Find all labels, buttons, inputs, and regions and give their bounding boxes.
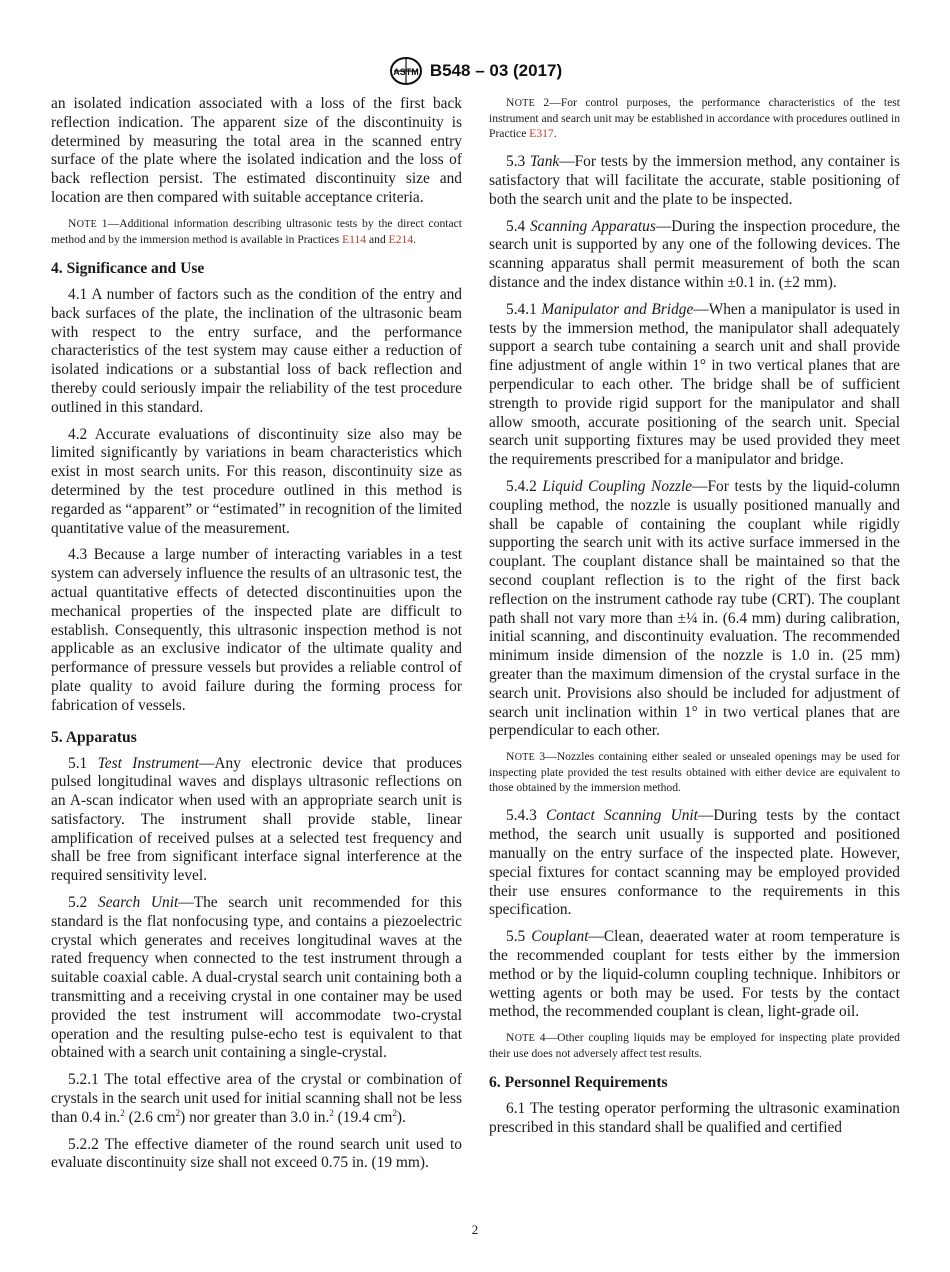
paragraph-5-2-2: 5.2.2 The effective diameter of the round search unit used to evaluate discontinuity size shall not exceed 0.75 in. (19 mm). [51,1135,462,1172]
paragraph-6-1: 6.1 The testing operator performing the ultrasonic examination prescribed in this standard shall be qualified and certified [489,1100,900,1137]
paragraph-5-4: 5.4 Scanning Apparatus—During the inspection procedure, the search unit is supported by any one of the following devices. The scanning apparatus shall permit measurement of both the scan distance and the index distance within ±0.1 in. (±2 mm). [489,217,900,292]
paragraph-continued: an isolated indication associated with a loss of the first back reflection indication. The apparent size of the discontinuity is determined by measuring the total area in the scanned entry surface of the plate where the isolated indication and the loss of back reflection persist. The estimated discontinuity size and location are then compared with suitable acceptance criteria. [51,95,462,206]
paragraph-4-3: 4.3 Because a large number of interacting variables in a test system can adversely influence the results of an ultrasonic test, the actual quantitative effects of detected discontinuities upon the mechanical properties of the inspected plate are difficult to establish. Consequently, this ultrasonic inspection method is not applicable as an exclusive indicator of the ultimate quality and performance of pressure vessels but provides a reliable control of plate quality to avoid failure during the forming process for fabrication of vessels. [51,546,462,714]
paragraph-5-1: 5.1 Test Instrument—Any electronic device that produces pulsed longitudinal waves and displays ultrasonic reflections on an A-scan indicator when used with an appropriate search unit is satisfactory. The instrument shall provide stable, linear amplification of received pulses at a selected test frequency and shall be free from significant interface signal interference at the required sensitivity level. [51,754,462,885]
section-5-heading: 5. Apparatus [51,728,137,746]
link-e114[interactable]: E114 [342,232,367,246]
link-e214[interactable]: E214 [388,232,414,246]
paragraph-5-3: 5.3 Tank—For tests by the immersion method, any container is satisfactory that will facilitate the accurate, stable positioning of both the search unit and the plate to be inspected. [489,153,900,208]
right-column [489,95,900,1146]
astm-logo-icon [388,56,424,86]
page-number: 2 [471,1222,479,1237]
note-2: NOTE 2—For control purposes, the performance characteristics of the test instrument and search unit may be established in accordance with procedures outlined in Practice E317. [489,96,900,141]
link-e317[interactable]: E317 [529,127,554,141]
svg-text:ASTM: ASTM [393,67,419,77]
paragraph-4-1: 4.1 A number of factors such as the condition of the entry and back surfaces of the plate, the inclination of the ultrasonic beam with respect to the entry surface, and the performance characteristics of the test system may cause either a reduction of isolated indications or a substantial loss of back reflection and thereby could seriously impair the reliability of the test procedure outlined in this standard. [51,285,462,416]
paragraph-5-4-1: 5.4.1 Manipulator and Bridge—When a manipulator is used in tests by the immersion method, the manipulator shall adequately support a search tube containing a search unit and shall provide fine adjustment of angle within 1° in two vertical planes that are perpendicular to each other. The bridge shall be of sufficient strength to provide rigid support for the manipulator and shall allow smooth, accurate positioning of the search unit. Special search unit supporting fixtures may be used provided they meet the requirements prescribed for a manipulator and bridge. [489,300,900,469]
section-4-heading: 4. Significance and Use [51,259,205,277]
note-3: NOTE 3—Nozzles containing either sealed or unsealed openings may be used for inspecting plate provided the test results obtained with either device are equivalent to those obtained by the immersion method. [489,750,900,795]
note-4: NOTE 4—Other coupling liquids may be employed for inspecting plate provided their use does not adversely affect test results. [489,1031,900,1061]
paragraph-5-2-1: 5.2.1 The total effective area of the crystal or combination of crystals in the search unit used for initial scanning shall not be less than 0.4 in.$^2$ (2.6 $cm^2$) nor greater than 3.0 in.$^2$ (19.4 $cm^2$). [51,1071,462,1126]
paragraph-5-5: 5.5 Couplant—Clean, deaerated water at room temperature is the recommended couplant for tests either by the immersion method or by the liquid-column coupling technique. Inhibitors or wetting agents or both may be used. For tests by the contact method, the recommended couplant is clean, light-grade oil. [489,928,900,1021]
page-header [0,56,950,91]
left-column [51,95,462,1181]
paragraph-5-4-3: 5.4.3 Contact Scanning Unit—During tests by the contact method, the search unit usually is supported and positioned manually on the entry surface of the inspected plate. However, special fixtures for contact scanning may be employed provided their use ensures conformance to the requirements in this specification. [489,807,900,919]
note-1: NOTE 1—Additional information describing ultrasonic tests by the direct contact method and by the immersion method is available in Practices E114 and E214. [51,216,462,246]
paragraph-4-2: 4.2 Accurate evaluations of discontinuity size also may be limited significantly by variations in beam characteristics which exist in most search units. For this reason, discontinuity size as determined by the test procedure outlined in this method is regarded as “apparent” or “estimated” in recognition of the limited quantitative value of the measurement. [51,425,462,537]
paragraph-5-4-2: 5.4.2 Liquid Coupling Nozzle—For tests by the liquid-column coupling method, the nozzle is usually positioned manually and shall be capable of containing the couplant while rigidly supporting the search unit with its active surface immersed in the couplant. The couplant distance shall be maintained so that the second couplant reflection is to the right of the first back reflection on the instrument cathode ray tube (CRT). The couplant path shall not vary more than ±¼ in. (6.4 mm) during calibration, initial scanning, and discontinuity evaluation. The recommended minimum inside dimension of the nozzle is 1.0 in. (25 mm) greater than the maximum dimension of the crystal surface in the search unit. Provisions also should be included for adjustment of search unit inclination within 1° in two vertical planes that are perpendicular to each other. [489,478,901,740]
paragraph-5-2: 5.2 Search Unit—The search unit recommended for this standard is the flat nonfocusing type, and contains a piezoelectric crystal which generates and receives longitudinal waves at the rated frequency when connected to the test instrument through a suitable coaxial cable. A dual-crystal search unit containing both a transmitting and a receiving crystal in one container may be used provided the test instrument will accommodate two-crystal operation and the resulting pulse-echo test is equivalent to that obtained with a search unit containing a single-crystal. [51,894,462,1062]
section-6-heading: 6. Personnel Requirements [489,1074,668,1092]
document-designation: B548 – 03 (2017) [429,61,563,80]
